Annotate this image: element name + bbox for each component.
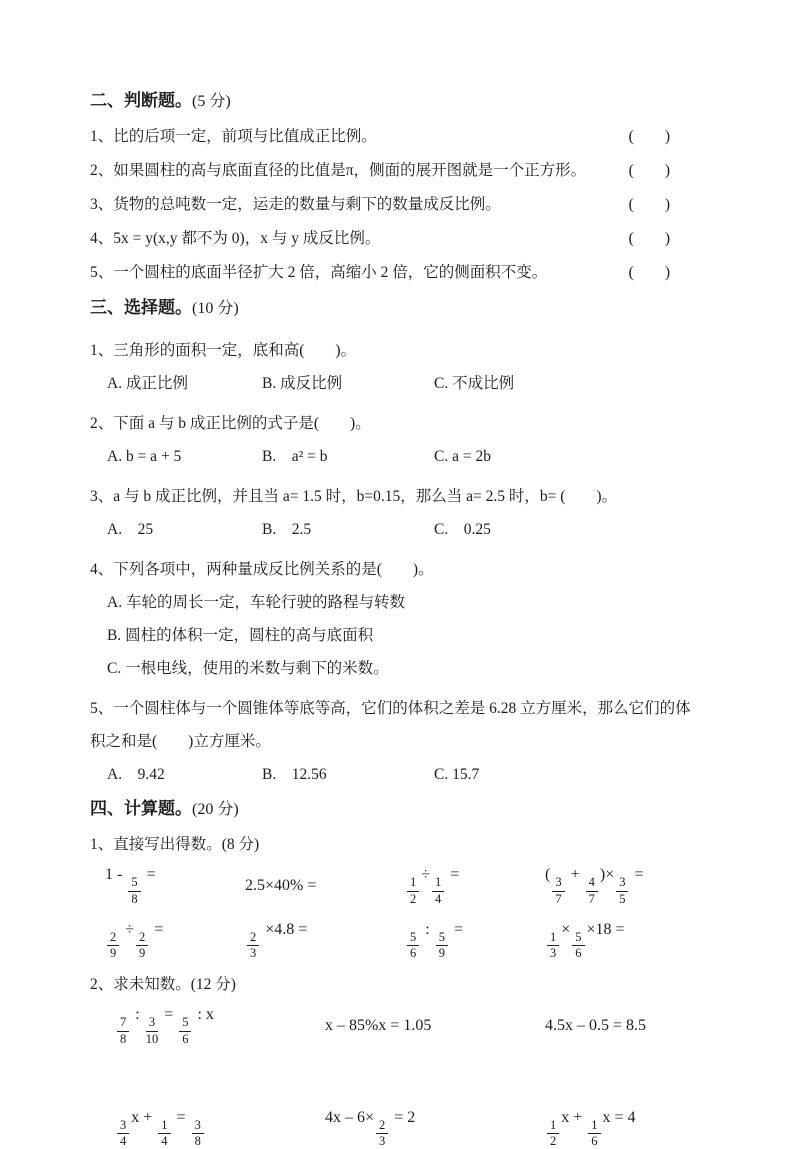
choice-question-stem: 2、下面 a 与 b 成正比例的式子是( )。 (90, 407, 705, 440)
calc-expression: x – 85%x = 1.05 (325, 1017, 545, 1035)
calc-expression: 1 - $\frac{5}{8}$ = (105, 866, 245, 907)
unknown-calc-title: 2、求未知数。(12 分) (90, 975, 705, 994)
calc-expression: $\frac{1}{2}$ ÷ $\frac{1}{4}$ = (405, 866, 545, 907)
calc-section-heading (90, 798, 705, 820)
answer-bracket: ( ) (629, 229, 670, 248)
option-c: C. 一根电线，使用的米数与剩下的米数。 (90, 659, 705, 678)
option-c: C. a = 2b (434, 447, 705, 466)
judge-item (90, 195, 670, 214)
calc-section-score: (20 分) (192, 801, 239, 818)
option-b: B. 圆柱的体积一定，圆柱的高与底面积 (90, 626, 705, 645)
answer-bracket: ( ) (629, 195, 670, 214)
fraction: $\frac{5}{8}$ (128, 876, 140, 907)
calc-expression: $\frac{2}{3}$ ×4.8 = (245, 921, 405, 962)
fraction: $\frac{7}{8}$ (117, 1016, 129, 1047)
calc-expression: ( $\frac{3}{7}$ + $\frac{4}{7}$ )× $\frac{3}{5}$ = (545, 866, 705, 907)
calc-expression: $\frac{1}{2}$ x + $\frac{1}{6}$ x = 4 (545, 1109, 705, 1149)
option-b: B. 12.56 (262, 765, 434, 784)
calc-expression: $\frac{7}{8}$ : $\frac{3}{10}$ = $\frac{5}{6}$ : x (115, 1006, 325, 1047)
options-row (90, 374, 705, 393)
option-a: A. 成正比例 (107, 374, 262, 393)
fraction: $\frac{1}{6}$ (588, 1119, 600, 1149)
fraction: $\frac{5}{9}$ (436, 931, 448, 962)
fraction: $\frac{2}{3}$ (247, 931, 259, 962)
fraction: $\frac{3}{10}$ (146, 1016, 159, 1047)
judge-item (90, 263, 670, 282)
choice-question-stem: 3、a 与 b 成正比例，并且当 a= 1.5 时，b=0.15，那么当 a= 2.5 时，b= ( )。 (90, 480, 705, 513)
direct-calc-row (90, 866, 705, 907)
answer-bracket: ( ) (629, 127, 670, 146)
option-c: C. 0.25 (434, 520, 705, 539)
option-a: A. 9.42 (107, 765, 262, 784)
option-a: A. 车轮的周长一定，车轮行驶的路程与转数 (90, 593, 705, 612)
choice-section-score: (10 分) (192, 300, 239, 317)
calc-expression: 4x – 6× $\frac{2}{3}$ = 2 (325, 1109, 545, 1149)
judge-item-text: 3、货物的总吨数一定，运走的数量与剩下的数量成反比例。 (90, 195, 501, 214)
unknown-calc-row (90, 1006, 705, 1047)
calc-expression: $\frac{1}{3}$ × $\frac{5}{6}$ ×18 = (545, 921, 705, 962)
direct-calc-title: 1、直接写出得数。(8 分) (90, 835, 705, 854)
judge-item-text: 1、比的后项一定，前项与比值成正比例。 (90, 127, 377, 146)
fraction: $\frac{2}{9}$ (136, 931, 148, 962)
answer-bracket: ( ) (629, 263, 670, 282)
fraction: $\frac{2}{9}$ (107, 931, 119, 962)
calc-expression: $\frac{5}{6}$ : $\frac{5}{9}$ = (405, 921, 545, 962)
option-c: C. 不成比例 (434, 374, 705, 393)
fraction: $\frac{3}{8}$ (192, 1119, 204, 1149)
options-row (90, 520, 705, 539)
fraction: $\frac{1}{4}$ (432, 876, 444, 907)
judge-item (90, 127, 670, 146)
answer-bracket: ( ) (629, 161, 670, 180)
fraction: $\frac{1}{3}$ (547, 931, 559, 962)
fraction: $\frac{3}{7}$ (552, 876, 564, 907)
fraction: $\frac{3}{4}$ (117, 1119, 129, 1149)
judge-item-text: 4、5x = y(x,y 都不为 0)，x 与 y 成反比例。 (90, 229, 380, 248)
judge-item-text: 2、如果圆柱的高与底面直径的比值是π，侧面的展开图就是一个正方形。 (90, 161, 586, 180)
option-a: A. 25 (107, 520, 262, 539)
option-a: A. b = a + 5 (107, 447, 262, 466)
fraction: $\frac{5}{6}$ (572, 931, 584, 962)
fraction: $\frac{4}{7}$ (586, 876, 598, 907)
calc-section-label: 四、计算题。 (90, 799, 192, 818)
option-b: B. 2.5 (262, 520, 434, 539)
fraction: $\frac{3}{5}$ (616, 876, 628, 907)
option-c: C. 15.7 (434, 765, 705, 784)
calc-expression: $\frac{2}{9}$ ÷ $\frac{2}{9}$ = (105, 921, 245, 962)
option-b: B. 成反比例 (262, 374, 434, 393)
judge-item (90, 161, 670, 180)
option-b: B. a² = b (262, 447, 434, 466)
judge-section-heading (90, 90, 705, 112)
judge-item-text: 5、一个圆柱的底面半径扩大 2 倍，高缩小 2 倍，它的侧面积不变。 (90, 263, 547, 282)
fraction: $\frac{1}{4}$ (158, 1119, 170, 1149)
choice-question-stem: 5、一个圆柱体与一个圆锥体等底等高，它们的体积之差是 6.28 立方厘米，那么它们的体积之和是( )立方厘米。 (90, 692, 705, 758)
calc-expression: $\frac{3}{4}$ x + $\frac{1}{4}$ = $\frac{3}{8}$ (115, 1109, 325, 1149)
choice-section-heading (90, 297, 705, 319)
fraction: $\frac{1}{2}$ (547, 1119, 559, 1149)
calc-expression: 2.5×40% = (245, 877, 405, 895)
choice-question-stem: 1、三角形的面积一定，底和高( )。 (90, 334, 705, 367)
fraction: $\frac{1}{2}$ (407, 876, 419, 907)
fraction: $\frac{5}{6}$ (179, 1016, 191, 1047)
direct-calc-row (90, 921, 705, 962)
choice-question-stem: 4、下列各项中，两种量成反比例关系的是( )。 (90, 553, 705, 586)
options-row (90, 765, 705, 784)
judge-section-score: (5 分) (192, 93, 231, 110)
judge-section-label: 二、判断题。 (90, 91, 192, 110)
calc-expression: 4.5x – 0.5 = 8.5 (545, 1017, 705, 1035)
options-row (90, 447, 705, 466)
choice-section-label: 三、选择题。 (90, 298, 192, 317)
judge-item (90, 229, 670, 248)
unknown-calc-row (90, 1109, 705, 1149)
fraction: $\frac{5}{6}$ (407, 931, 419, 962)
fraction: $\frac{2}{3}$ (376, 1119, 388, 1149)
